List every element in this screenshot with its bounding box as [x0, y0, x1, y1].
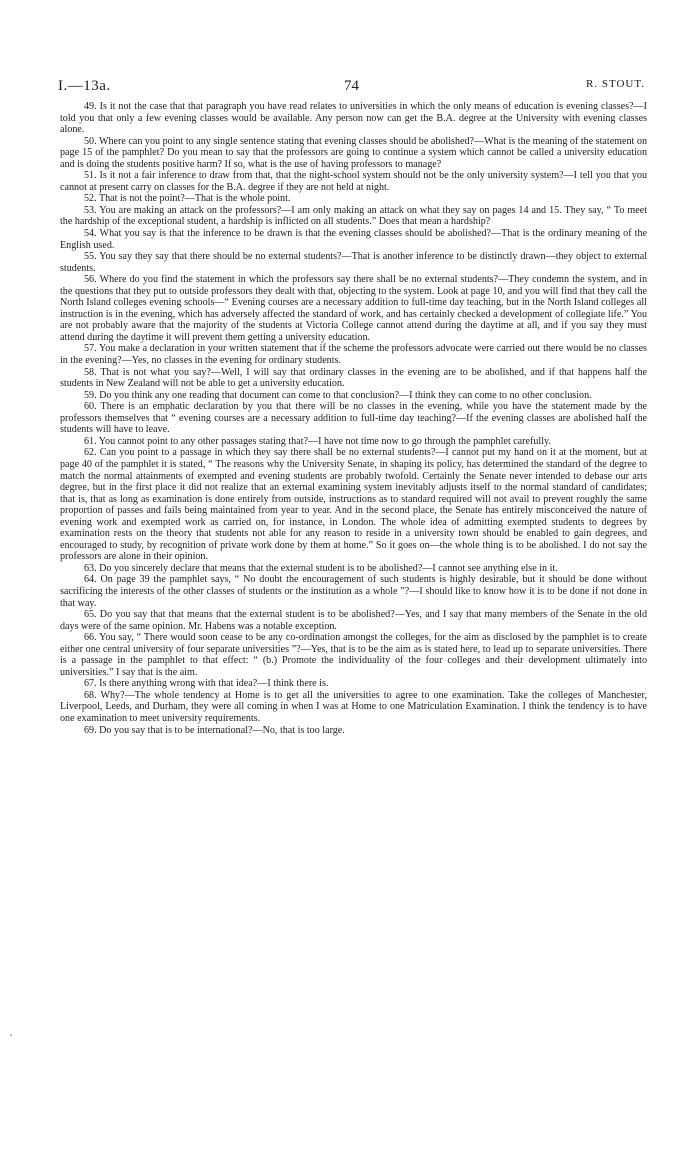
paragraph-q66: 66. You say, “ There would soon cease to be any co-ordination amongst the colleges, for the aim as disclosed by the pamphlet is to create either one central university of four separate universities ”?—Yes, that is to be the aim as is stated here, to lead up to separate universities. There is a passage in the pamphlet to that effect: “ (b.) Promote the individuality of the four colleges and their development ultimately into universities.” I say that is the aim.: [60, 632, 647, 678]
document-reference: I.—13a.: [58, 78, 111, 94]
paragraph-q55: 55. You say they say that there should be no external students?—That is another inference to be distinctly drawn—they object to external students.: [60, 251, 647, 274]
paragraph-q62: 62. Can you point to a passage in which they say there shall be no external students?—I cannot put my hand on it at the moment, but at page 40 of the pamphlet it is stated, “ The reasons why the University Senate, in shaping its policy, has determined the standard of the degree to match the normal attainments of exempted and evening students are probably twofold. Certainly the Senate never intended to debase our arts degree, but in the first place it did not realize that an external examining system inevitably adjusts itself to the normal standard of candidates; that is, that as long as examination is done entirely from outside, instructions as to standard required will not avail to prevent roughly the same proportion of passes and fails being maintained from year to year. And in the second place, the Senate has entirely misconceived the nature of evening work and exempted work as carried on, for instance, in London. The whole idea of admitting exempted students to degrees by examination rests on the theory that students not able for any reason to reside in a university town should be enabled to gain degrees, and encouraged to study, by recognition of private work done by them at home.” So it goes on—the whole thing is to be abolished. I do not say the professors are alone in their opinion.: [60, 447, 647, 563]
paragraph-q59: 59. Do you think any one reading that document can come to that conclusion?—I think they can come to no other conclusion.: [84, 389, 592, 401]
page-header: [58, 78, 645, 98]
page-number: 74: [344, 78, 359, 94]
page-body: [60, 101, 647, 736]
margin-mark: ': [10, 1032, 12, 1044]
witness-name: R. STOUT.: [585, 78, 645, 90]
paragraph-q58: 58. That is not what you say?—Well, I will say that ordinary classes in the evening are to be abolished, and if that happens half the students in New Zealand will not be able to get a university education.: [60, 366, 647, 390]
paragraph-q56: 56. Where do you find the statement in which the professors say there shall be no external students?—They condemn the system, and in the questions that they put to outside professors they dealt with that, objecting to the system. Look at page 10, and you will find that they call the North Island colleges evening schools—“ Evening courses are a necessary addition to full-time day teaching, but in the North Island colleges all instruction is in the evening, which has adversely affected the standard of work, and has certainly checked a development of collegiate life.” You are not probably aware that the majority of the students at Victoria College cannot attend during the daytime at all, and if you say they must attend during the daytime it will prevent them getting a university education.: [60, 274, 647, 343]
paragraph-q49: 49. Is it not the case that that paragraph you have read relates to universities in which the only means of education is evening classes?—I told you that only a few evening classes would be available. Any person now can get the B.A. degree at the University with evening classes alone.: [60, 101, 647, 136]
paragraph-q52: 52. That is not the point?—That is the whole point.: [84, 193, 291, 205]
paragraph-q64: 64. On page 39 the pamphlet says, “ No doubt the encouragement of such students is highly desirable, but it should be done without sacrificing the interests of the other classes of students or the institution as a whole ”?—I should like to know how it is to be done if not done in that way.: [60, 574, 647, 609]
paragraph-q65: 65. Do you say that that means that the external student is to be abolished?—Yes, and I say that many members of the Senate in the old days were of the same opinion. Mr. Habens was a notable exception.: [60, 609, 647, 632]
paragraph-q69: 69. Do you say that is to be international?—No, that is too large.: [84, 724, 345, 736]
paragraph-q54: 54. What you say is that the inference to be drawn is that the evening classes should be abolished?—That is the ordinary meaning of the English used.: [60, 228, 647, 251]
paragraph-q60: 60. There is an emphatic declaration by you that there will be no classes in the evening, while you have the statement made by the professors themselves that “ evening courses are a necessary addition to full-time day teaching?—If the evening classes are abolished half the students will have to leave.: [60, 401, 647, 436]
paragraph-q61: 61. You cannot point to any other passages stating that?—I have not time now to go through the pamphlet carefully.: [84, 435, 551, 447]
paragraph-q67: 67. Is there anything wrong with that idea?—I think there is.: [84, 678, 329, 690]
paragraph-q50: 50. Where can you point to any single sentence stating that evening classes should be abolished?—What is the meaning of the statement on page 15 of the pamphlet? Do you mean to say that the professors are going to continue a system which cannot be called a university education and is doing the students positive harm? If so, what is the use of having professors to manage?: [60, 135, 647, 170]
paragraph-q68: 68. Why?—The whole tendency at Home is to get all the universities to agree to one examination. Take the colleges of Manchester, Liverpool, Leeds, and Durham, they were all coming in when I was at Home to one Matriculation Examination. I think the tendency is to have one examination to meet university requirements.: [60, 689, 647, 724]
paragraph-q51: 51. Is it not a fair inference to draw from that, that the night-school system should not be the only university system?—I tell you that you cannot at present carry on classes for the B.A. degree if they are not held at night.: [60, 170, 647, 193]
paragraph-q53: 53. You are making an attack on the professors?—I am only making an attack on what they say on pages 14 and 15. They say, “ To meet the hardship of the exceptional student, a hardship is inflicted on all students.” Does that mean a hardship?: [60, 204, 647, 228]
paragraph-q57: 57. You make a declaration in your written statement that if the scheme the professors advocate were carried out there would be no classes in the evening?—Yes, no classes in the evening for ordinary students.: [60, 343, 647, 367]
paragraph-q63: 63. Do you sincerely declare that means that the external student is to be abolished?—I cannot see anything else in it.: [84, 562, 558, 574]
